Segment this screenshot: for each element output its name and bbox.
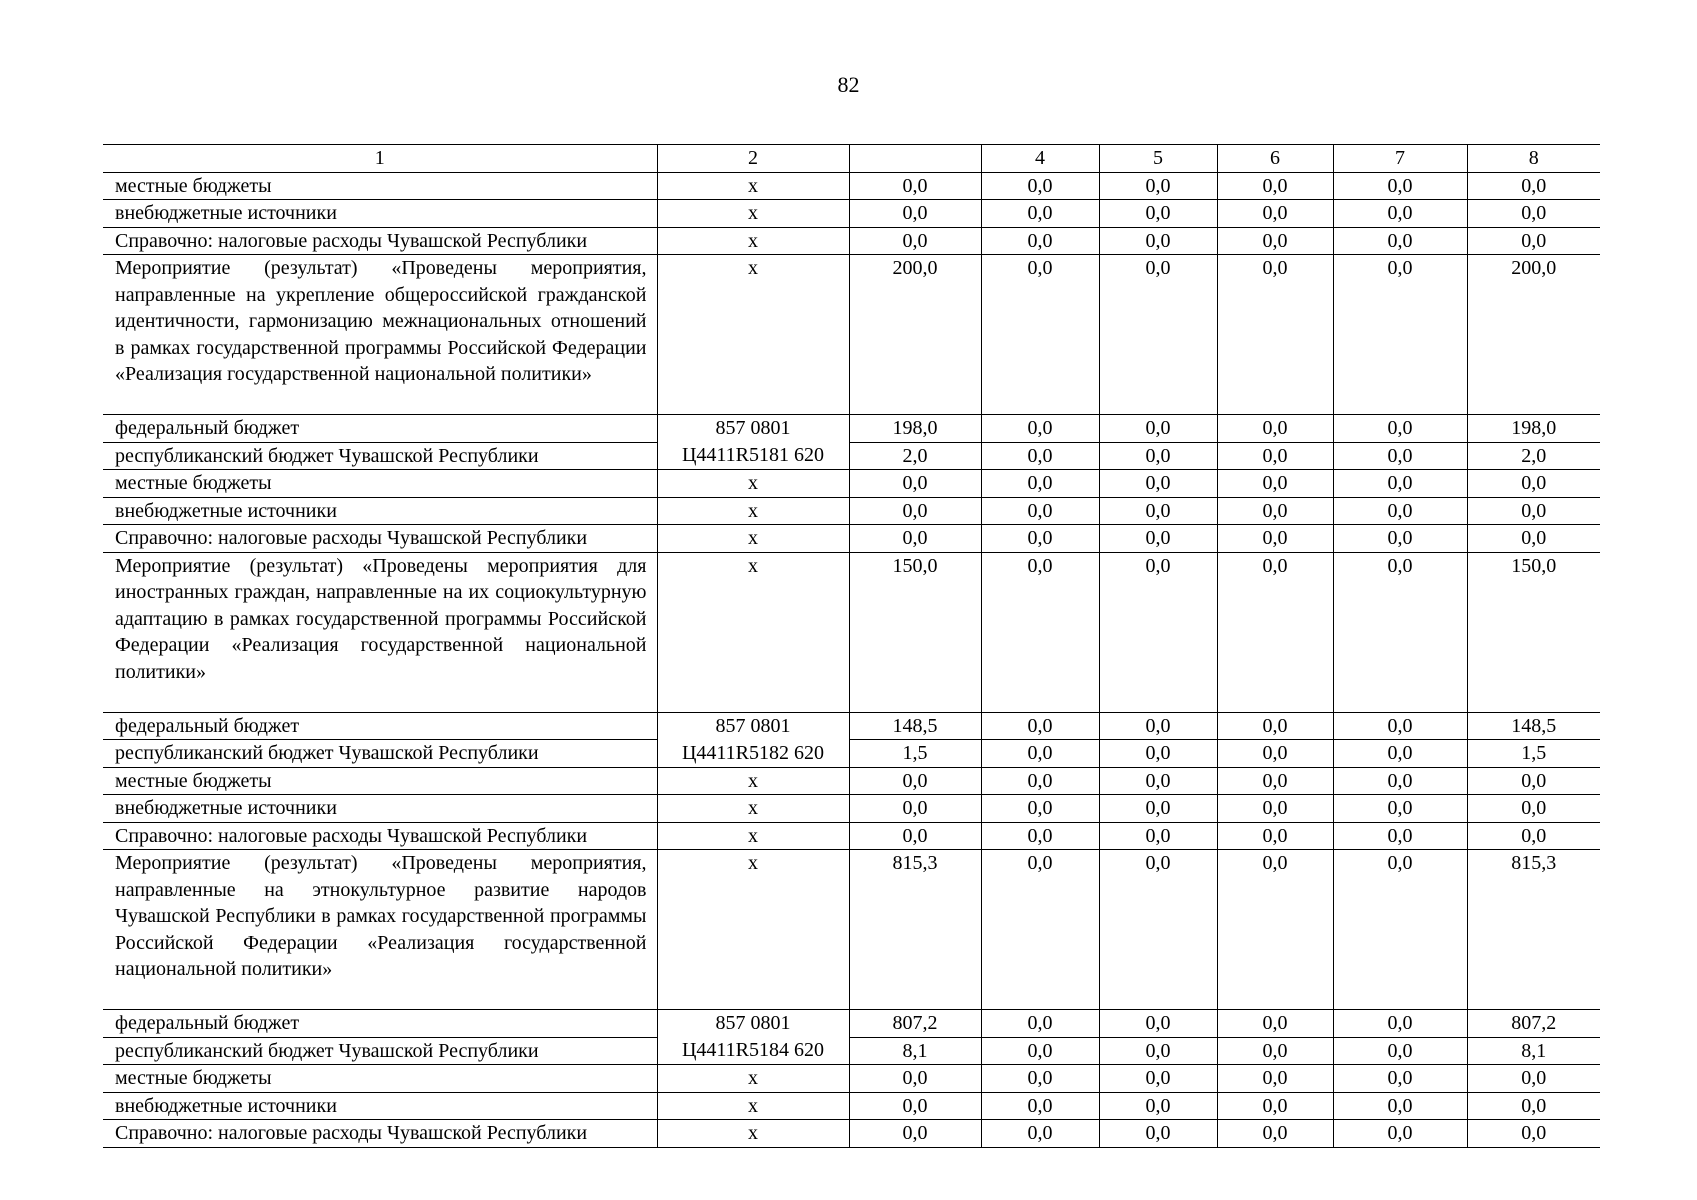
value-cell: 2,0 — [849, 442, 981, 470]
value-cell: 0,0 — [1099, 497, 1217, 525]
value-cell: 0,0 — [1217, 497, 1333, 525]
funding-source-label: Справочно: налоговые расходы Чувашской Республики — [103, 525, 657, 553]
value-cell: 0,0 — [1099, 795, 1217, 823]
funding-source-label: местные бюджеты — [103, 172, 657, 200]
budget-code-cell: x — [657, 172, 849, 200]
value-cell: 0,0 — [1333, 1010, 1467, 1038]
budget-code-cell: 857 0801 — [657, 712, 849, 740]
value-cell: 0,0 — [1099, 255, 1217, 415]
value-cell: 0,0 — [1333, 497, 1467, 525]
value-cell: 0,0 — [1333, 1120, 1467, 1148]
funding-source-label: Справочно: налоговые расходы Чувашской Республики — [103, 227, 657, 255]
value-cell: 0,0 — [849, 1120, 981, 1148]
funding-source-label: Справочно: налоговые расходы Чувашской Республики — [103, 1120, 657, 1148]
value-cell: 0,0 — [981, 172, 1099, 200]
value-cell: 0,0 — [1217, 470, 1333, 498]
value-cell: 815,3 — [849, 850, 981, 1010]
value-cell: 0,0 — [849, 1065, 981, 1093]
value-cell: 0,0 — [1333, 767, 1467, 795]
budget-code-cell: x — [657, 822, 849, 850]
value-cell: 0,0 — [1099, 525, 1217, 553]
value-cell: 0,0 — [1467, 1120, 1600, 1148]
value-cell: 0,0 — [1467, 767, 1600, 795]
value-cell: 0,0 — [981, 712, 1099, 740]
value-cell: 0,0 — [1217, 552, 1333, 712]
value-cell: 0,0 — [1217, 227, 1333, 255]
table-body — [103, 145, 1600, 1148]
value-cell: 0,0 — [1099, 767, 1217, 795]
budget-code-cell: x — [657, 1120, 849, 1148]
value-cell: 0,0 — [981, 1065, 1099, 1093]
value-cell: 0,0 — [849, 822, 981, 850]
value-cell: 0,0 — [1467, 497, 1600, 525]
value-cell: 0,0 — [1099, 1120, 1217, 1148]
funding-source-label: федеральный бюджет — [103, 415, 657, 443]
value-cell: 0,0 — [1467, 525, 1600, 553]
value-cell: 0,0 — [1099, 740, 1217, 768]
value-cell: 0,0 — [1099, 1037, 1217, 1065]
value-cell: 0,0 — [849, 767, 981, 795]
value-cell: 0,0 — [1467, 172, 1600, 200]
funding-source-label: республиканский бюджет Чувашской Республики — [103, 1037, 657, 1065]
budget-table — [103, 144, 1600, 1148]
funding-source-label: федеральный бюджет — [103, 1010, 657, 1038]
value-cell: 0,0 — [849, 227, 981, 255]
value-cell: 0,0 — [1467, 1065, 1600, 1093]
value-cell: 0,0 — [981, 822, 1099, 850]
value-cell: 0,0 — [849, 1092, 981, 1120]
value-cell: 0,0 — [981, 497, 1099, 525]
value-cell: 0,0 — [981, 442, 1099, 470]
value-cell: 0,0 — [849, 172, 981, 200]
value-cell: 0,0 — [1467, 822, 1600, 850]
value-cell: 198,0 — [1467, 415, 1600, 443]
value-cell: 0,0 — [1467, 795, 1600, 823]
event-description: Мероприятие (результат) «Проведены мероприятия для иностранных граждан, направленные на их социокультурную адаптацию в рамках государственной программы Российской Федерации «Реализация государственной национальной политики» — [103, 552, 657, 712]
value-cell: 198,0 — [849, 415, 981, 443]
budget-code-cell: x — [657, 1092, 849, 1120]
funding-source-label: внебюджетные источники — [103, 795, 657, 823]
value-cell: 0,0 — [1333, 525, 1467, 553]
value-cell: 0,0 — [1467, 200, 1600, 228]
budget-code-cell: 857 0801 — [657, 1010, 849, 1038]
value-cell: 0,0 — [981, 470, 1099, 498]
value-cell: 0,0 — [1333, 415, 1467, 443]
event-description-row — [103, 850, 1600, 1010]
funding-source-row — [103, 795, 1600, 823]
value-cell: 1,5 — [1467, 740, 1600, 768]
value-cell: 0,0 — [981, 1037, 1099, 1065]
value-cell: 0,0 — [1217, 172, 1333, 200]
funding-source-label: внебюджетные источники — [103, 200, 657, 228]
value-cell: 0,0 — [1217, 850, 1333, 1010]
value-cell: 0,0 — [849, 525, 981, 553]
value-cell: 0,0 — [1099, 1092, 1217, 1120]
value-cell: 0,0 — [1217, 822, 1333, 850]
value-cell: 0,0 — [1217, 255, 1333, 415]
value-cell: 0,0 — [1217, 712, 1333, 740]
value-cell: 148,5 — [1467, 712, 1600, 740]
value-cell: 0,0 — [1333, 850, 1467, 1010]
funding-source-row — [103, 767, 1600, 795]
header-cell: 4 — [981, 145, 1099, 173]
value-cell: 0,0 — [849, 795, 981, 823]
value-cell: 0,0 — [1099, 822, 1217, 850]
header-cell: 8 — [1467, 145, 1600, 173]
value-cell: 0,0 — [1333, 822, 1467, 850]
funding-source-label: внебюджетные источники — [103, 1092, 657, 1120]
budget-code-cell: x — [657, 795, 849, 823]
value-cell: 200,0 — [1467, 255, 1600, 415]
value-cell: 0,0 — [1333, 200, 1467, 228]
value-cell: 0,0 — [1217, 415, 1333, 443]
funding-source-row — [103, 442, 1600, 470]
funding-source-label: Справочно: налоговые расходы Чувашской Республики — [103, 822, 657, 850]
header-cell: 1 — [103, 145, 657, 173]
value-cell: 0,0 — [1467, 1092, 1600, 1120]
value-cell: 0,0 — [1333, 442, 1467, 470]
funding-source-row — [103, 1092, 1600, 1120]
value-cell: 0,0 — [1333, 227, 1467, 255]
value-cell: 0,0 — [1099, 442, 1217, 470]
value-cell: 150,0 — [849, 552, 981, 712]
value-cell: 0,0 — [1333, 1037, 1467, 1065]
value-cell: 148,5 — [849, 712, 981, 740]
budget-code-cell: x — [657, 850, 849, 1010]
value-cell: 0,0 — [981, 525, 1099, 553]
value-cell: 0,0 — [849, 200, 981, 228]
value-cell: 0,0 — [1217, 525, 1333, 553]
value-cell: 0,0 — [1333, 1065, 1467, 1093]
value-cell: 0,0 — [981, 227, 1099, 255]
value-cell: 0,0 — [1467, 470, 1600, 498]
value-cell: 0,0 — [981, 767, 1099, 795]
value-cell: 0,0 — [1333, 470, 1467, 498]
budget-code-cell: x — [657, 767, 849, 795]
header-cell: 6 — [1217, 145, 1333, 173]
funding-source-label: местные бюджеты — [103, 1065, 657, 1093]
value-cell: 0,0 — [1217, 1092, 1333, 1120]
value-cell: 0,0 — [849, 497, 981, 525]
header-cell: 7 — [1333, 145, 1467, 173]
event-description-row — [103, 255, 1600, 415]
funding-source-label: местные бюджеты — [103, 470, 657, 498]
funding-source-row — [103, 1037, 1600, 1065]
value-cell: 0,0 — [981, 1120, 1099, 1148]
value-cell: 0,0 — [1333, 795, 1467, 823]
budget-code-cell: x — [657, 255, 849, 415]
budget-code-cell: Ц4411R5184 620 — [657, 1037, 849, 1065]
budget-code-cell: x — [657, 497, 849, 525]
budget-code-cell: x — [657, 470, 849, 498]
value-cell: 0,0 — [1333, 172, 1467, 200]
funding-source-label: внебюджетные источники — [103, 497, 657, 525]
value-cell: 2,0 — [1467, 442, 1600, 470]
budget-code-cell: x — [657, 525, 849, 553]
funding-source-label: республиканский бюджет Чувашской Республики — [103, 442, 657, 470]
value-cell: 150,0 — [1467, 552, 1600, 712]
funding-source-row — [103, 1065, 1600, 1093]
value-cell: 0,0 — [1099, 712, 1217, 740]
value-cell: 0,0 — [1333, 712, 1467, 740]
value-cell: 815,3 — [1467, 850, 1600, 1010]
budget-code-cell: x — [657, 1065, 849, 1093]
budget-code-cell: 857 0801 — [657, 415, 849, 443]
value-cell: 0,0 — [981, 415, 1099, 443]
page-number: 82 — [837, 72, 860, 97]
value-cell: 807,2 — [1467, 1010, 1600, 1038]
value-cell: 0,0 — [1099, 850, 1217, 1010]
value-cell: 0,0 — [1217, 767, 1333, 795]
value-cell: 0,0 — [1217, 1037, 1333, 1065]
funding-source-row — [103, 1120, 1600, 1148]
value-cell: 0,0 — [981, 200, 1099, 228]
value-cell: 807,2 — [849, 1010, 981, 1038]
value-cell: 0,0 — [1099, 172, 1217, 200]
value-cell: 0,0 — [1333, 740, 1467, 768]
column-number-header — [103, 145, 1600, 173]
funding-source-row — [103, 172, 1600, 200]
value-cell: 0,0 — [1333, 552, 1467, 712]
funding-source-row — [103, 227, 1600, 255]
value-cell: 0,0 — [1099, 470, 1217, 498]
funding-source-label: республиканский бюджет Чувашской Республики — [103, 740, 657, 768]
value-cell: 0,0 — [1099, 415, 1217, 443]
value-cell: 8,1 — [1467, 1037, 1600, 1065]
value-cell: 0,0 — [1333, 255, 1467, 415]
header-cell: 5 — [1099, 145, 1217, 173]
event-description: Мероприятие (результат) «Проведены мероприятия, направленные на укрепление общероссийской гражданской идентичности, гармонизацию межнациональных отношений в рамках государственной программы Российской Федерации «Реализация государственной национальной политики» — [103, 255, 657, 415]
value-cell: 0,0 — [981, 740, 1099, 768]
header-cell — [849, 145, 981, 173]
value-cell: 0,0 — [1217, 1010, 1333, 1038]
budget-code-cell: Ц4411R5182 620 — [657, 740, 849, 768]
funding-source-row — [103, 822, 1600, 850]
value-cell: 0,0 — [981, 1092, 1099, 1120]
funding-source-row — [103, 1010, 1600, 1038]
funding-source-label: местные бюджеты — [103, 767, 657, 795]
funding-source-row — [103, 200, 1600, 228]
funding-source-row — [103, 470, 1600, 498]
value-cell: 0,0 — [1217, 442, 1333, 470]
value-cell: 0,0 — [1333, 1092, 1467, 1120]
funding-source-label: федеральный бюджет — [103, 712, 657, 740]
value-cell: 0,0 — [1217, 1065, 1333, 1093]
budget-code-cell: x — [657, 200, 849, 228]
event-description: Мероприятие (результат) «Проведены мероприятия, направленные на этнокультурное развитие народов Чувашской Республики в рамках государственной программы Российской Федерации «Реализация государственной национальной политики» — [103, 850, 657, 1010]
value-cell: 0,0 — [849, 470, 981, 498]
value-cell: 0,0 — [1099, 227, 1217, 255]
value-cell: 0,0 — [981, 255, 1099, 415]
value-cell: 8,1 — [849, 1037, 981, 1065]
value-cell: 0,0 — [981, 552, 1099, 712]
funding-source-row — [103, 497, 1600, 525]
budget-code-cell: Ц4411R5181 620 — [657, 442, 849, 470]
value-cell: 1,5 — [849, 740, 981, 768]
funding-source-row — [103, 525, 1600, 553]
value-cell: 0,0 — [1099, 552, 1217, 712]
event-description-row — [103, 552, 1600, 712]
value-cell: 0,0 — [981, 850, 1099, 1010]
value-cell: 0,0 — [1099, 200, 1217, 228]
value-cell: 0,0 — [1467, 227, 1600, 255]
budget-code-cell: x — [657, 227, 849, 255]
value-cell: 0,0 — [1217, 1120, 1333, 1148]
header-cell: 2 — [657, 145, 849, 173]
value-cell: 0,0 — [1099, 1010, 1217, 1038]
value-cell: 0,0 — [1217, 740, 1333, 768]
funding-source-row — [103, 740, 1600, 768]
value-cell: 0,0 — [1217, 795, 1333, 823]
budget-code-cell: x — [657, 552, 849, 712]
funding-source-row — [103, 415, 1600, 443]
value-cell: 200,0 — [849, 255, 981, 415]
value-cell: 0,0 — [1099, 1065, 1217, 1093]
funding-source-row — [103, 712, 1600, 740]
value-cell: 0,0 — [981, 795, 1099, 823]
value-cell: 0,0 — [981, 1010, 1099, 1038]
value-cell: 0,0 — [1217, 200, 1333, 228]
